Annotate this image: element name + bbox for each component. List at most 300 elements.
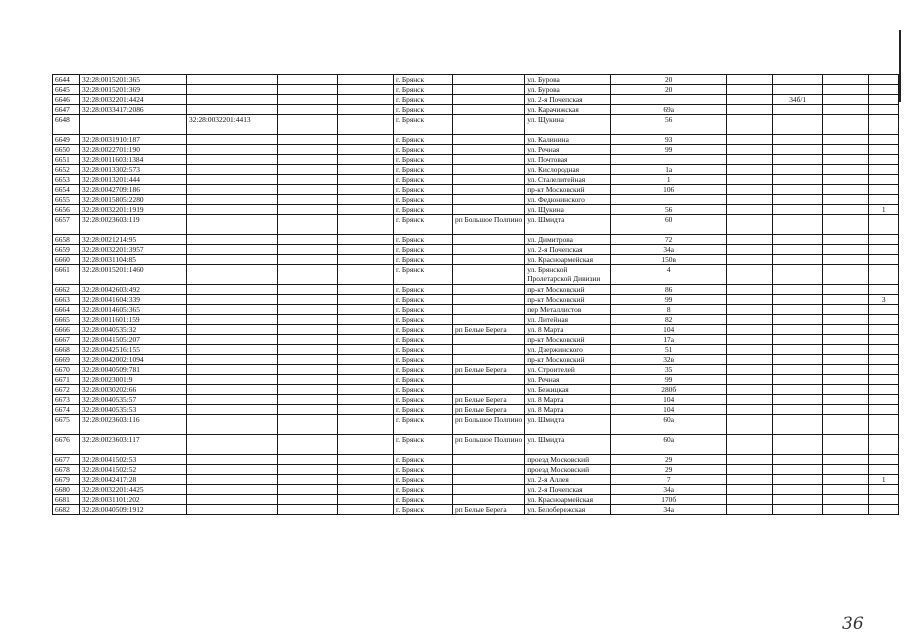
empty-cell bbox=[278, 315, 338, 325]
house-number: 60а bbox=[611, 435, 727, 455]
cadastral-number: 32:28:0040509:1912 bbox=[80, 505, 187, 515]
house-extension bbox=[727, 175, 773, 185]
cadastral-number: 32:28:0042709:186 bbox=[80, 185, 187, 195]
flat-number bbox=[869, 185, 899, 195]
empty-cell bbox=[278, 155, 338, 165]
empty-cell bbox=[278, 135, 338, 145]
record-number: 6657 bbox=[53, 215, 80, 235]
record-number: 6675 bbox=[53, 415, 80, 435]
record-number: 6677 bbox=[53, 455, 80, 465]
street-name: пр-кт Московский bbox=[525, 335, 611, 345]
street-name: ул. Речная bbox=[525, 375, 611, 385]
empty-cell bbox=[278, 165, 338, 175]
building-number bbox=[773, 405, 823, 415]
house-number: 34а bbox=[611, 505, 727, 515]
parent-cadastral-number: 32:28:0032201:4413 bbox=[187, 115, 278, 135]
house-number: 34а bbox=[611, 485, 727, 495]
page-number: 36 bbox=[842, 614, 864, 634]
street-name: ул. Щукина bbox=[525, 205, 611, 215]
empty-cell bbox=[278, 305, 338, 315]
house-extension bbox=[727, 185, 773, 195]
building-number bbox=[773, 495, 823, 505]
empty-cell bbox=[338, 385, 394, 395]
table-row bbox=[53, 335, 899, 345]
empty-cell bbox=[278, 85, 338, 95]
cadastral-number: 32:28:0031910:187 bbox=[80, 135, 187, 145]
house-number: 32в bbox=[611, 355, 727, 365]
record-number: 6659 bbox=[53, 245, 80, 255]
street-name: ул. Речная bbox=[525, 145, 611, 155]
empty-cell bbox=[823, 315, 869, 325]
city-name: г. Брянск bbox=[394, 145, 453, 155]
table-row bbox=[53, 105, 899, 115]
parent-cadastral-number bbox=[187, 345, 278, 355]
address-register-table bbox=[52, 74, 899, 515]
city-name: г. Брянск bbox=[394, 285, 453, 295]
flat-number bbox=[869, 285, 899, 295]
cadastral-number: 32:28:0040535:32 bbox=[80, 325, 187, 335]
building-number bbox=[773, 195, 823, 205]
record-number: 6652 bbox=[53, 165, 80, 175]
city-name: г. Брянск bbox=[394, 335, 453, 345]
table-row bbox=[53, 75, 899, 85]
parent-cadastral-number bbox=[187, 75, 278, 85]
cadastral-number: 32:28:0022701:190 bbox=[80, 145, 187, 155]
street-name: ул. Дзержинского bbox=[525, 345, 611, 355]
settlement-name bbox=[453, 205, 525, 215]
flat-number: 1 bbox=[869, 475, 899, 485]
street-name: проезд Московский bbox=[525, 465, 611, 475]
empty-cell bbox=[278, 465, 338, 475]
empty-cell bbox=[338, 305, 394, 315]
settlement-name: рп Белые Берега bbox=[453, 365, 525, 375]
parent-cadastral-number bbox=[187, 455, 278, 465]
flat-number bbox=[869, 145, 899, 155]
cadastral-number: 32:28:0031104:85 bbox=[80, 255, 187, 265]
house-extension bbox=[727, 435, 773, 455]
settlement-name: рп Белые Берега bbox=[453, 505, 525, 515]
empty-cell bbox=[823, 285, 869, 295]
parent-cadastral-number bbox=[187, 105, 278, 115]
empty-cell bbox=[823, 375, 869, 385]
parent-cadastral-number bbox=[187, 305, 278, 315]
empty-cell bbox=[278, 245, 338, 255]
flat-number bbox=[869, 405, 899, 415]
scan-edge-mark bbox=[899, 30, 901, 102]
empty-cell bbox=[823, 355, 869, 365]
cadastral-number: 32:28:0042516:155 bbox=[80, 345, 187, 355]
record-number: 6679 bbox=[53, 475, 80, 485]
empty-cell bbox=[338, 455, 394, 465]
city-name: г. Брянск bbox=[394, 325, 453, 335]
flat-number bbox=[869, 435, 899, 455]
empty-cell bbox=[338, 95, 394, 105]
settlement-name bbox=[453, 305, 525, 315]
city-name: г. Брянск bbox=[394, 185, 453, 195]
cadastral-number: 32:28:0013302:573 bbox=[80, 165, 187, 175]
empty-cell bbox=[338, 185, 394, 195]
record-number: 6649 bbox=[53, 135, 80, 145]
city-name: г. Брянск bbox=[394, 375, 453, 385]
settlement-name bbox=[453, 85, 525, 95]
street-name: ул. Федюнинского bbox=[525, 195, 611, 205]
table-row bbox=[53, 455, 899, 465]
empty-cell bbox=[278, 375, 338, 385]
empty-cell bbox=[278, 415, 338, 435]
city-name: г. Брянск bbox=[394, 305, 453, 315]
settlement-name bbox=[453, 375, 525, 385]
building-number bbox=[773, 375, 823, 385]
empty-cell bbox=[338, 495, 394, 505]
street-name: ул. Красноармейская bbox=[525, 495, 611, 505]
flat-number bbox=[869, 195, 899, 205]
house-extension bbox=[727, 455, 773, 465]
flat-number bbox=[869, 215, 899, 235]
house-extension bbox=[727, 195, 773, 205]
street-name: ул. 2-я Почепская bbox=[525, 485, 611, 495]
empty-cell bbox=[278, 265, 338, 285]
record-number: 6655 bbox=[53, 195, 80, 205]
parent-cadastral-number bbox=[187, 205, 278, 215]
house-number: 56 bbox=[611, 115, 727, 135]
house-number: 7 bbox=[611, 475, 727, 485]
house-number: 35 bbox=[611, 365, 727, 375]
flat-number bbox=[869, 375, 899, 385]
empty-cell bbox=[338, 245, 394, 255]
city-name: г. Брянск bbox=[394, 505, 453, 515]
table-row bbox=[53, 245, 899, 255]
flat-number bbox=[869, 85, 899, 95]
house-extension bbox=[727, 215, 773, 235]
record-number: 6670 bbox=[53, 365, 80, 375]
house-number: 104 bbox=[611, 325, 727, 335]
cadastral-number: 32:28:0030202:66 bbox=[80, 385, 187, 395]
empty-cell bbox=[823, 155, 869, 165]
table-row bbox=[53, 495, 899, 505]
table-row bbox=[53, 235, 899, 245]
house-extension bbox=[727, 295, 773, 305]
cadastral-number: 32:28:0033417:2086 bbox=[80, 105, 187, 115]
parent-cadastral-number bbox=[187, 315, 278, 325]
settlement-name bbox=[453, 265, 525, 285]
empty-cell bbox=[278, 215, 338, 235]
building-number bbox=[773, 215, 823, 235]
house-number: 60 bbox=[611, 215, 727, 235]
city-name: г. Брянск bbox=[394, 105, 453, 115]
table-row bbox=[53, 355, 899, 365]
flat-number bbox=[869, 105, 899, 115]
record-number: 6645 bbox=[53, 85, 80, 95]
settlement-name bbox=[453, 195, 525, 205]
table-row bbox=[53, 405, 899, 415]
record-number: 6660 bbox=[53, 255, 80, 265]
empty-cell bbox=[278, 405, 338, 415]
cadastral-number: 32:28:0042417:28 bbox=[80, 475, 187, 485]
house-number bbox=[611, 195, 727, 205]
building-number bbox=[773, 175, 823, 185]
cadastral-number: 32:28:0031101:202 bbox=[80, 495, 187, 505]
flat-number bbox=[869, 155, 899, 165]
empty-cell bbox=[823, 325, 869, 335]
empty-cell bbox=[338, 295, 394, 305]
empty-cell bbox=[278, 105, 338, 115]
settlement-name bbox=[453, 255, 525, 265]
city-name: г. Брянск bbox=[394, 435, 453, 455]
empty-cell bbox=[278, 75, 338, 85]
parent-cadastral-number bbox=[187, 385, 278, 395]
house-extension bbox=[727, 405, 773, 415]
empty-cell bbox=[338, 405, 394, 415]
cadastral-number: 32:28:0041604:339 bbox=[80, 295, 187, 305]
building-number bbox=[773, 315, 823, 325]
settlement-name bbox=[453, 185, 525, 195]
street-name: пер Металлистов bbox=[525, 305, 611, 315]
house-extension bbox=[727, 115, 773, 135]
parent-cadastral-number bbox=[187, 355, 278, 365]
house-number: 86 bbox=[611, 285, 727, 295]
cadastral-number: 32:28:0040509:781 bbox=[80, 365, 187, 375]
flat-number bbox=[869, 325, 899, 335]
city-name: г. Брянск bbox=[394, 255, 453, 265]
street-name: ул. Белобережская bbox=[525, 505, 611, 515]
parent-cadastral-number bbox=[187, 85, 278, 95]
building-number bbox=[773, 155, 823, 165]
empty-cell bbox=[278, 495, 338, 505]
settlement-name: рп Белые Берега bbox=[453, 405, 525, 415]
city-name: г. Брянск bbox=[394, 295, 453, 305]
cadastral-number: 32:28:0041502:52 bbox=[80, 465, 187, 475]
city-name: г. Брянск bbox=[394, 405, 453, 415]
record-number: 6656 bbox=[53, 205, 80, 215]
table-row bbox=[53, 285, 899, 295]
settlement-name bbox=[453, 235, 525, 245]
cadastral-number: 32:28:0015201:369 bbox=[80, 85, 187, 95]
flat-number bbox=[869, 315, 899, 325]
empty-cell bbox=[823, 295, 869, 305]
city-name: г. Брянск bbox=[394, 475, 453, 485]
empty-cell bbox=[338, 155, 394, 165]
empty-cell bbox=[823, 365, 869, 375]
empty-cell bbox=[278, 335, 338, 345]
building-number bbox=[773, 235, 823, 245]
house-number: 93 bbox=[611, 135, 727, 145]
record-number: 6658 bbox=[53, 235, 80, 245]
parent-cadastral-number bbox=[187, 265, 278, 285]
flat-number bbox=[869, 255, 899, 265]
house-extension bbox=[727, 465, 773, 475]
street-name: ул. Шмидта bbox=[525, 415, 611, 435]
house-extension bbox=[727, 85, 773, 95]
house-extension bbox=[727, 95, 773, 105]
empty-cell bbox=[338, 415, 394, 435]
house-extension bbox=[727, 315, 773, 325]
settlement-name bbox=[453, 175, 525, 185]
building-number bbox=[773, 85, 823, 95]
table-row bbox=[53, 205, 899, 215]
empty-cell bbox=[823, 435, 869, 455]
house-number: 99 bbox=[611, 295, 727, 305]
parent-cadastral-number bbox=[187, 435, 278, 455]
house-extension bbox=[727, 165, 773, 175]
street-name: ул. Почтовая bbox=[525, 155, 611, 165]
table-row bbox=[53, 465, 899, 475]
table-row bbox=[53, 135, 899, 145]
settlement-name bbox=[453, 145, 525, 155]
building-number bbox=[773, 245, 823, 255]
empty-cell bbox=[338, 335, 394, 345]
record-number: 6650 bbox=[53, 145, 80, 155]
house-extension bbox=[727, 75, 773, 85]
cadastral-number: 32:28:0013201:444 bbox=[80, 175, 187, 185]
building-number bbox=[773, 485, 823, 495]
street-name: ул. 2-я Почепская bbox=[525, 95, 611, 105]
record-number: 6647 bbox=[53, 105, 80, 115]
parent-cadastral-number bbox=[187, 285, 278, 295]
empty-cell bbox=[278, 385, 338, 395]
building-number bbox=[773, 385, 823, 395]
flat-number bbox=[869, 485, 899, 495]
table-row bbox=[53, 485, 899, 495]
table-row bbox=[53, 85, 899, 95]
parent-cadastral-number bbox=[187, 135, 278, 145]
settlement-name bbox=[453, 295, 525, 305]
parent-cadastral-number bbox=[187, 175, 278, 185]
parent-cadastral-number bbox=[187, 415, 278, 435]
city-name: г. Брянск bbox=[394, 135, 453, 145]
empty-cell bbox=[278, 325, 338, 335]
house-number: 72 bbox=[611, 235, 727, 245]
table-body bbox=[53, 75, 899, 515]
cadastral-number: 32:28:0014605:365 bbox=[80, 305, 187, 315]
empty-cell bbox=[338, 165, 394, 175]
settlement-name bbox=[453, 245, 525, 255]
cadastral-number: 32:28:0032201:1919 bbox=[80, 205, 187, 215]
empty-cell bbox=[278, 175, 338, 185]
house-number: 29 bbox=[611, 455, 727, 465]
settlement-name: рп Большое Полпино bbox=[453, 435, 525, 455]
flat-number bbox=[869, 115, 899, 135]
record-number: 6671 bbox=[53, 375, 80, 385]
house-number: 17а bbox=[611, 335, 727, 345]
parent-cadastral-number bbox=[187, 495, 278, 505]
empty-cell bbox=[823, 145, 869, 155]
record-number: 6681 bbox=[53, 495, 80, 505]
flat-number bbox=[869, 365, 899, 375]
settlement-name: рп Большое Полпино bbox=[453, 415, 525, 435]
house-number: 150в bbox=[611, 255, 727, 265]
cadastral-number: 32:28:0032201:4424 bbox=[80, 95, 187, 105]
empty-cell bbox=[278, 505, 338, 515]
empty-cell bbox=[338, 75, 394, 85]
house-extension bbox=[727, 395, 773, 405]
empty-cell bbox=[823, 135, 869, 145]
parent-cadastral-number bbox=[187, 375, 278, 385]
city-name: г. Брянск bbox=[394, 495, 453, 505]
empty-cell bbox=[823, 235, 869, 245]
empty-cell bbox=[338, 85, 394, 95]
flat-number: 1 bbox=[869, 205, 899, 215]
city-name: г. Брянск bbox=[394, 175, 453, 185]
empty-cell bbox=[823, 95, 869, 105]
table-row bbox=[53, 305, 899, 315]
empty-cell bbox=[338, 255, 394, 265]
street-name: ул. Бурова bbox=[525, 85, 611, 95]
house-extension bbox=[727, 135, 773, 145]
cadastral-number: 32:28:0032201:4425 bbox=[80, 485, 187, 495]
house-extension bbox=[727, 415, 773, 435]
empty-cell bbox=[823, 165, 869, 175]
table-row bbox=[53, 345, 899, 355]
empty-cell bbox=[278, 95, 338, 105]
cadastral-number: 32:28:0041505:207 bbox=[80, 335, 187, 345]
record-number: 6667 bbox=[53, 335, 80, 345]
table-row bbox=[53, 395, 899, 405]
city-name: г. Брянск bbox=[394, 315, 453, 325]
house-number: 1 bbox=[611, 175, 727, 185]
cadastral-number: 32:28:0023603:119 bbox=[80, 215, 187, 235]
street-name: ул. Сталелитейная bbox=[525, 175, 611, 185]
table-row bbox=[53, 325, 899, 335]
street-name: проезд Московский bbox=[525, 455, 611, 465]
building-number bbox=[773, 455, 823, 465]
cadastral-number: 32:28:0042603:492 bbox=[80, 285, 187, 295]
empty-cell bbox=[823, 175, 869, 185]
city-name: г. Брянск bbox=[394, 95, 453, 105]
city-name: г. Брянск bbox=[394, 215, 453, 235]
flat-number bbox=[869, 395, 899, 405]
street-name: ул. Калинина bbox=[525, 135, 611, 145]
parent-cadastral-number bbox=[187, 295, 278, 305]
street-name: ул. 8 Марта bbox=[525, 325, 611, 335]
house-extension bbox=[727, 505, 773, 515]
empty-cell bbox=[338, 205, 394, 215]
street-name: пр-кт Московский bbox=[525, 285, 611, 295]
house-extension bbox=[727, 355, 773, 365]
street-name: ул. Строителей bbox=[525, 365, 611, 375]
cadastral-number: 32:28:0042002:1094 bbox=[80, 355, 187, 365]
empty-cell bbox=[823, 455, 869, 465]
street-name: пр-кт Московский bbox=[525, 295, 611, 305]
city-name: г. Брянск bbox=[394, 385, 453, 395]
empty-cell bbox=[338, 395, 394, 405]
record-number: 6663 bbox=[53, 295, 80, 305]
house-extension bbox=[727, 155, 773, 165]
city-name: г. Брянск bbox=[394, 235, 453, 245]
empty-cell bbox=[338, 135, 394, 145]
cadastral-number: 32:28:0021214:95 bbox=[80, 235, 187, 245]
record-number: 6662 bbox=[53, 285, 80, 295]
flat-number: 3 bbox=[869, 295, 899, 305]
record-number: 6680 bbox=[53, 485, 80, 495]
flat-number bbox=[869, 355, 899, 365]
building-number bbox=[773, 255, 823, 265]
settlement-name: рп Белые Берега bbox=[453, 325, 525, 335]
empty-cell bbox=[278, 295, 338, 305]
street-name: ул. Брянской Пролетарской Дивизии bbox=[525, 265, 611, 285]
cadastral-number: 32:28:0041502:53 bbox=[80, 455, 187, 465]
table-row bbox=[53, 185, 899, 195]
parent-cadastral-number bbox=[187, 215, 278, 235]
flat-number bbox=[869, 175, 899, 185]
flat-number bbox=[869, 165, 899, 175]
empty-cell bbox=[823, 385, 869, 395]
empty-cell bbox=[278, 355, 338, 365]
empty-cell bbox=[823, 215, 869, 235]
table-row bbox=[53, 165, 899, 175]
record-number: 6665 bbox=[53, 315, 80, 325]
parent-cadastral-number bbox=[187, 185, 278, 195]
empty-cell bbox=[823, 195, 869, 205]
